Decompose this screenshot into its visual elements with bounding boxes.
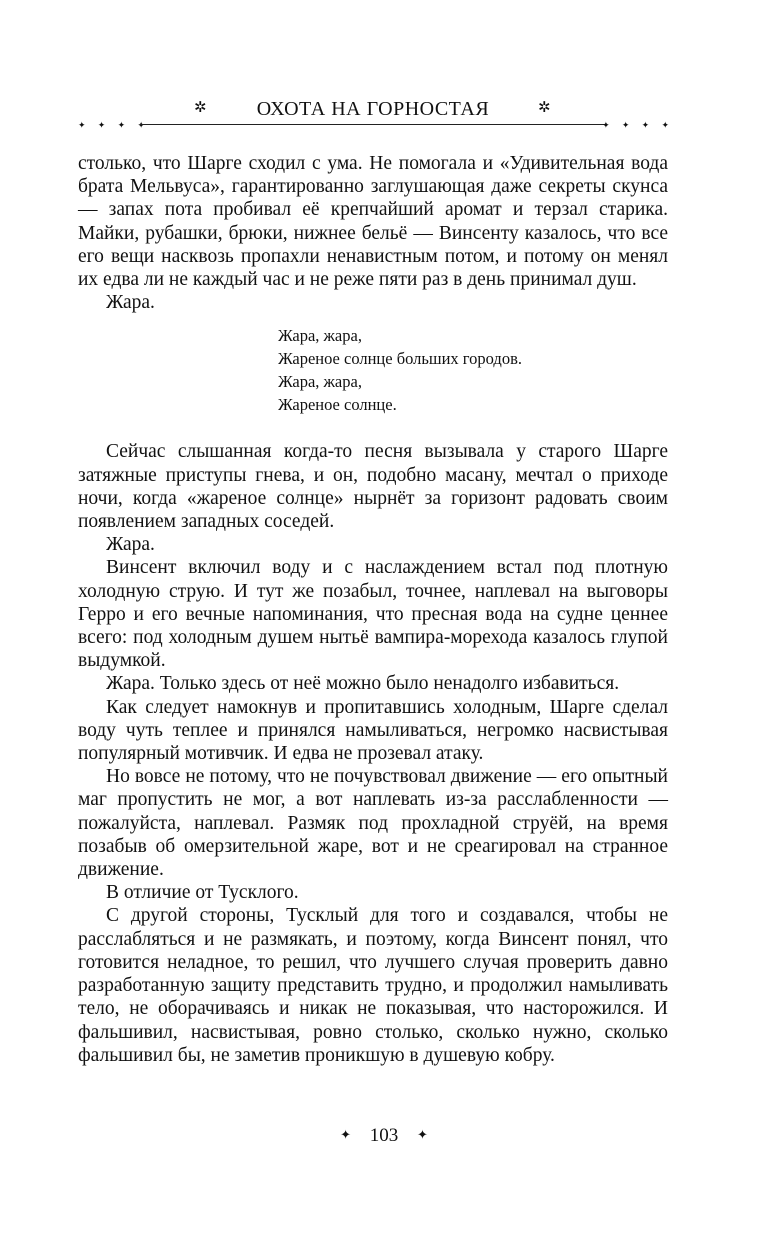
header-title: ОХОТА НА ГОРНОСТАЯ xyxy=(256,98,490,120)
page-footer xyxy=(0,1123,768,1148)
paragraph: Сейчас слышанная когда-то песня вызывала у старого Шарге затяжные приступы гнева, и он, подобно масану, мечтал о приходе ночи, когда «жареное солнце» нырнёт за горизонт радовать своим появлением западных соседей. xyxy=(78,441,668,533)
header-ornament-right-icon: ✲ xyxy=(538,100,551,116)
footer-diamond-left-icon: ✦ xyxy=(340,1127,351,1142)
song-verse xyxy=(278,324,668,416)
verse-line: Жареное солнце. xyxy=(278,395,397,415)
verse-line: Жара, жара, xyxy=(278,372,362,392)
header-rule xyxy=(140,124,606,125)
header-dots-right-icon: ✦ ✦ ✦ ✦ xyxy=(602,120,674,130)
paragraph: Винсент включил воду и с наслаждением встал под плотную холодную струю. И тут же позабыл, точнее, наплевал на выговоры Герро и его вечные напоминания, что пресная вода на судне ценнее всего: под холодным душем нытьё вампира-морехода казалось глупой выдумкой. xyxy=(78,557,668,672)
verse-line: Жара, жара, xyxy=(278,326,362,346)
page-body xyxy=(78,152,668,1067)
paragraph: Как следует намокнув и пропитавшись холодным, Шарге сделал воду чуть теплее и принялся намыливаться, негромко насвистывая популярный мотивчик. И едва не прозевал атаку. xyxy=(78,696,668,765)
paragraph: С другой стороны, Тусклый для того и создавался, чтобы не расслабляться и не размякать, и поэтому, когда Винсент понял, что готовится неладное, то решил, что лучшего случая проверить давно разработанную защиту представить трудно, и продолжил намыливать тело, не оборачиваясь и никак не показывая, что насторожился. И фальшивил, насвистывая, ровно столько, сколько нужно, сколько фальшивил бы, не заметив проникшую в душевую кобру. xyxy=(78,905,668,1066)
running-header xyxy=(78,92,674,132)
header-ornament-left-icon: ✲ xyxy=(194,100,207,116)
header-dots-left-icon: ✦ ✦ ✦ ✦ xyxy=(78,120,150,130)
paragraph: Жара. xyxy=(106,534,155,556)
verse-line: Жареное солнце больших городов. xyxy=(278,349,522,369)
paragraph: Жара. Только здесь от неё можно было ненадолго избавиться. xyxy=(106,673,620,695)
paragraph: столько, что Шарге сходил с ума. Не помогала и «Удивительная вода брата Мельвуса», гарантированно заглушающая даже секреты скунса — запах пота пробивал её крепчайший аромат и терзал старика. Майки, рубашки, брюки, нижнее бельё — Винсенту казалось, что все его вещи насквозь пропахли ненавистным потом, и потому он менял их едва ли не каждый час и не реже пяти раз в день принимал душ. xyxy=(78,153,668,291)
page-number: 103 xyxy=(369,1125,399,1146)
paragraph: Жара. xyxy=(106,292,155,314)
footer-diamond-right-icon: ✦ xyxy=(417,1127,428,1142)
paragraph: В отличие от Тусклого. xyxy=(106,882,299,904)
paragraph: Но вовсе не потому, что не почувствовал движение — его опытный маг пропустить не мог, а вот наплевать из-за расслабленности — пожалуйста, наплевал. Размяк под прохладной струёй, на время позабыв об омерзительной жаре, вот и не среагировал на странное движение. xyxy=(78,766,668,881)
